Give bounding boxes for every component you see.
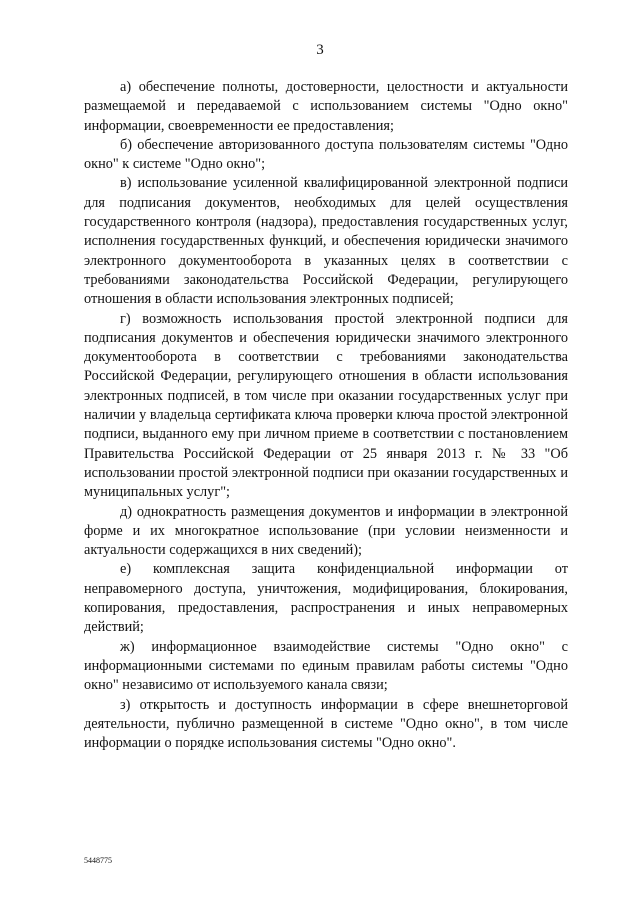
page-number: 3 [316,42,324,58]
document-body [84,78,568,753]
paragraph-z: з) открытость и доступность информации в сфере внешнеторговой деятельности, публично размещенной в системе "Одно окно", в том числе информации о порядке использования системы "Одно окно". [84,696,568,752]
document-code: 5448775 [84,856,112,865]
paragraph-b: б) обеспечение авторизованного доступа пользователям системы "Одно окно" к системе "Одно окно"; [84,136,568,173]
paragraph-g: г) возможность использования простой электронной подписи для подписания документов и обеспечения юридически значимого электронного документооборота в соответствии с требованиями законодательства Российской Федерации, регулирующего отношения в области использования электронных подписей, в том числе при оказании государственных услуг при наличии у владельца сертификата ключа проверки ключа простой электронной подписи, выданного ему при личном приеме в соответствии с постановлением Правительства Российской Федерации от 25 января 2013 г. № 33 "Об использовании простой электронной подписи при оказании государственных и муниципальных услуг"; [84,310,568,501]
paragraph-v: в) использование усиленной квалифицированной электронной подписи для подписания документов, необходимых для целей осуществления государственного контроля (надзора), предоставления государственных услуг, исполнения государственных функций, и обеспечения юридически значимого электронного документооборота в указанных целях в соответствии с требованиями законодательства Российской Федерации, регулирующего отношения в области использования электронных подписей; [84,175,568,308]
paragraph-e: е) комплексная защита конфиденциальной информации от неправомерного доступа, уничтожения, модифицирования, блокирования, копирования, предоставления, распространения и иных неправомерных действий; [84,561,568,636]
paragraph-zh: ж) информационное взаимодействие системы "Одно окно" с информационными системами по единым правилам работы системы "Одно окно" независимо от используемого канала связи; [84,638,568,694]
paragraph-a: а) обеспечение полноты, достоверности, целостности и актуальности размещаемой и передаваемой с использованием системы "Одно окно" информации, своевременности ее предоставления; [84,79,568,134]
paragraph-d: д) однократность размещения документов и информации в электронной форме и их многократное использование (при условии неизменности и актуальности содержащихся в них сведений); [84,503,568,559]
